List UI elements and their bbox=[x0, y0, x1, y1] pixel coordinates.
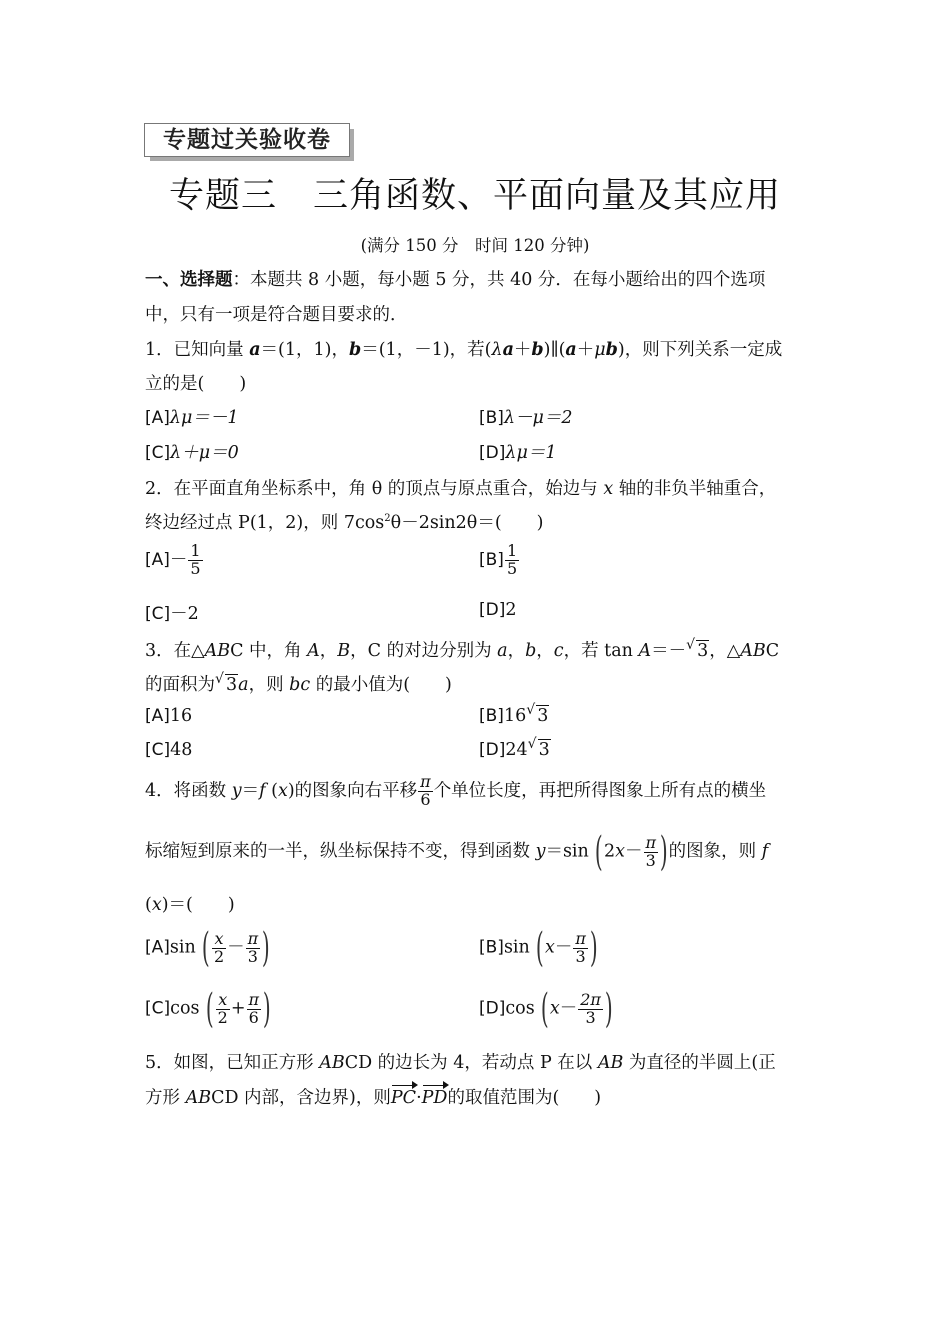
question-5-stem: 5．如图，已知正方形 ABCD 的边长为 4，若动点 P 在以 AB 为直径的半圆上(正 bbox=[145, 1053, 776, 1073]
q3-option-d[interactable]: [D]24 √ 3 bbox=[479, 736, 550, 760]
q2-option-b[interactable]: [B] $\frac{1}{5}$ bbox=[479, 541, 518, 578]
q3-option-a[interactable]: [A]16 bbox=[145, 706, 193, 726]
question-3-stem: 3．在△ABC 中，角 A，B，C 的对边分别为 a，b，c，若 tan A＝－ √ 3，△ABC bbox=[145, 637, 780, 661]
exam-meta: (满分 150 分 时间 120 分钟) bbox=[360, 236, 590, 255]
q1-option-a[interactable]: [A]λμ＝－1 bbox=[145, 408, 239, 428]
q3-option-b[interactable]: [B]16 √ 3 bbox=[479, 702, 549, 726]
question-1-stem: 1．已知向量 a＝(1，1)，b＝(1，－1)，若(λa＋b)∥(a＋μb)，则下列关系一定成 bbox=[145, 340, 783, 360]
question-4-stem-line3: (x)＝( ) bbox=[145, 895, 235, 915]
vector-pd: PD bbox=[421, 1088, 448, 1108]
section-tag: 专题过关验收卷 bbox=[144, 123, 350, 157]
q2-option-c[interactable]: [C]－2 bbox=[145, 604, 199, 624]
q2-option-d[interactable]: [D]2 bbox=[479, 600, 517, 620]
q4-option-b[interactable]: [B]sin (x－ $\frac{\pi}{3}$ ) bbox=[479, 925, 598, 971]
question-2-stem-line2: 终边经过点 P(1，2)，则 $7\cos^2\theta-2\sin 2\theta=$( ) bbox=[145, 513, 544, 533]
question-5-stem-line2: 方形 ABCD 内部，含边界)，则PC·PD的取值范围为( ) bbox=[145, 1088, 602, 1108]
q4-option-d[interactable]: [D]cos (x－ $\frac{2\pi}{3}$ ) bbox=[479, 986, 613, 1032]
q1-option-b[interactable]: [B]λ－μ＝2 bbox=[479, 408, 573, 428]
q3-option-c[interactable]: [C]48 bbox=[145, 740, 193, 760]
question-3-stem-line2: 的面积为 √ 3a，则 bc 的最小值为( ) bbox=[145, 671, 452, 695]
section-instructions-line1: 一、选择题：本题共 8 小题，每小题 5 分，共 40 分．在每小题给出的四个选项 bbox=[145, 270, 766, 290]
q2-option-a[interactable]: [A]－ $\frac{1}{5}$ bbox=[145, 541, 201, 578]
question-4-stem-line2: 标缩短到原来的一半，纵坐标保持不变，得到函数 y＝sin (2x－ $\frac{\pi}{3}$ )的图象，则 f bbox=[145, 829, 769, 875]
q4-option-c[interactable]: [C]cos ( $\frac{x}{2}$ + $\frac{\pi}{6}$ ) bbox=[145, 986, 271, 1032]
sqrt-symbol: √ 3 bbox=[686, 637, 709, 661]
page-title: 专题三 三角函数、平面向量及其应用 bbox=[168, 176, 781, 216]
vector-pc: PC bbox=[390, 1088, 417, 1108]
question-4-stem: 4．将函数 y＝f (x)的图象向右平移 $\frac{\pi}{6}$ 个单位长度，再把所得图象上所有点的横坐 bbox=[145, 772, 767, 809]
q1-option-c[interactable]: [C]λ＋μ＝0 bbox=[145, 443, 239, 463]
q1-option-d[interactable]: [D]λμ＝1 bbox=[479, 443, 557, 463]
q4-option-a[interactable]: [A]sin ( $\frac{x}{2}$ － $\frac{\pi}{3}$ ) bbox=[145, 925, 270, 971]
question-1-stem-line2: 立的是( ) bbox=[145, 374, 247, 394]
section-instructions-line2: 中，只有一项是符合题目要求的． bbox=[145, 305, 408, 325]
question-2-stem: 2．在平面直角坐标系中，角 θ 的顶点与原点重合，始边与 x 轴的非负半轴重合， bbox=[145, 479, 777, 499]
